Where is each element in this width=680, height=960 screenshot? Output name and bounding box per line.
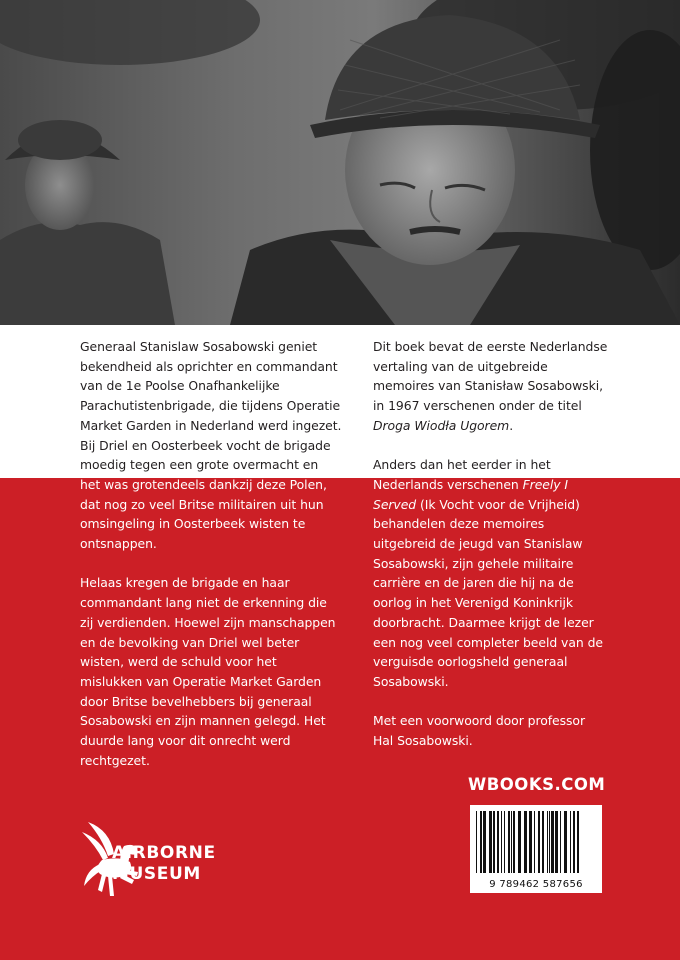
left-paragraph-1: Generaal Stanislaw Sosabowski geniet bekendheid als oprichter en commandant van de 1e Poolse Onafhankelijke Parachutistenbrigade, die tijdens Operatie Market Garden in Nederland werd ingezet. Bij Driel en Oosterbeek vocht de brigade moedig tegen een grote overmacht en (80, 339, 342, 473)
museum-line-1: AIRBORNE (112, 843, 216, 863)
barcode-bar (508, 811, 510, 873)
barcode-bar (501, 811, 502, 873)
barcode-bar (570, 811, 571, 873)
left-paragraph-1-on-red: het was grotendeels dankzij deze Polen, dat nog zo veel Britse militairen uit hun omsingeling in Oosterbeek wisten te ontsnappen. (80, 478, 327, 552)
right-paragraph-1: Dit boek bevat de eerste Nederlandse vertaling van de uitgebreide memoires van Stanisław Sosabowski, in 1967 verschenen onder de titel Droga Wiodła Ugorem. (373, 339, 608, 433)
barcode-bar (524, 811, 527, 873)
barcode-bar (560, 811, 561, 873)
barcode-bar (493, 811, 495, 873)
right-paragraph-2: Anders dan het eerder in het (373, 457, 551, 473)
text-region-white (0, 0, 680, 478)
barcode-bar (555, 811, 558, 873)
barcode-bar (513, 811, 515, 873)
barcode-bar (542, 811, 544, 873)
museum-line-2: MUSEUM (112, 864, 201, 884)
barcode-bar (549, 811, 550, 873)
barcode-bar (483, 811, 486, 873)
barcode-bar (538, 811, 540, 873)
right-column-on-red (373, 478, 608, 770)
barcode-bar (529, 811, 532, 873)
barcode-bar (564, 811, 567, 873)
barcode-bar (518, 811, 521, 873)
barcode-bar (476, 811, 477, 873)
barcode-bar (577, 811, 579, 873)
right-column (373, 337, 608, 478)
barcode-icon (470, 805, 602, 877)
barcode-bar (551, 811, 554, 873)
barcode-bar (547, 811, 548, 873)
barcode-bar (511, 811, 512, 873)
left-column-on-red (80, 478, 342, 790)
isbn-number: 9 789462 587656 (489, 879, 583, 890)
barcode-bar (497, 811, 499, 873)
barcode-bar (573, 811, 575, 873)
barcode-bar (480, 811, 482, 873)
barcode-bar (504, 811, 505, 873)
isbn-barcode (470, 805, 602, 893)
museum-name (112, 843, 216, 885)
right-paragraph-3-on-red: Met een voorwoord door professor Hal Sosabowski. (373, 713, 586, 749)
left-column (80, 337, 342, 478)
barcode-bar (489, 811, 492, 873)
publisher-website: WBOOKS.COM (468, 775, 606, 794)
left-paragraph-2-on-red: Helaas kregen de brigade en haar commandant lang niet de erkenning die zij verdienden. Hoewel zijn manschappen en de bevolking van Driel wel beter wisten, werd de schuld voor het mislukken van Operatie Market Garden door Britse bevelhebbers bij generaal Sosabowski en zijn mannen gelegd. Het duurde lang voor dit onrecht werd rechtgezet. (80, 575, 336, 768)
right-paragraph-2-on-red: Nederlands verschenen Freely I Served (Ik Vocht voor de Vrijheid) behandelen deze memoires uitgebreid de jeugd van Stanislaw Sosabowski, zijn gehele militaire carrière en de jaren die hij na de oorlog in het Verenigd Koninkrijk doorbracht. Daarmee krijgt de lezer een nog veel completer beeld van de verguisde oorlogsheld generaal Sosabowski. (373, 478, 603, 689)
barcode-bar (534, 811, 535, 873)
